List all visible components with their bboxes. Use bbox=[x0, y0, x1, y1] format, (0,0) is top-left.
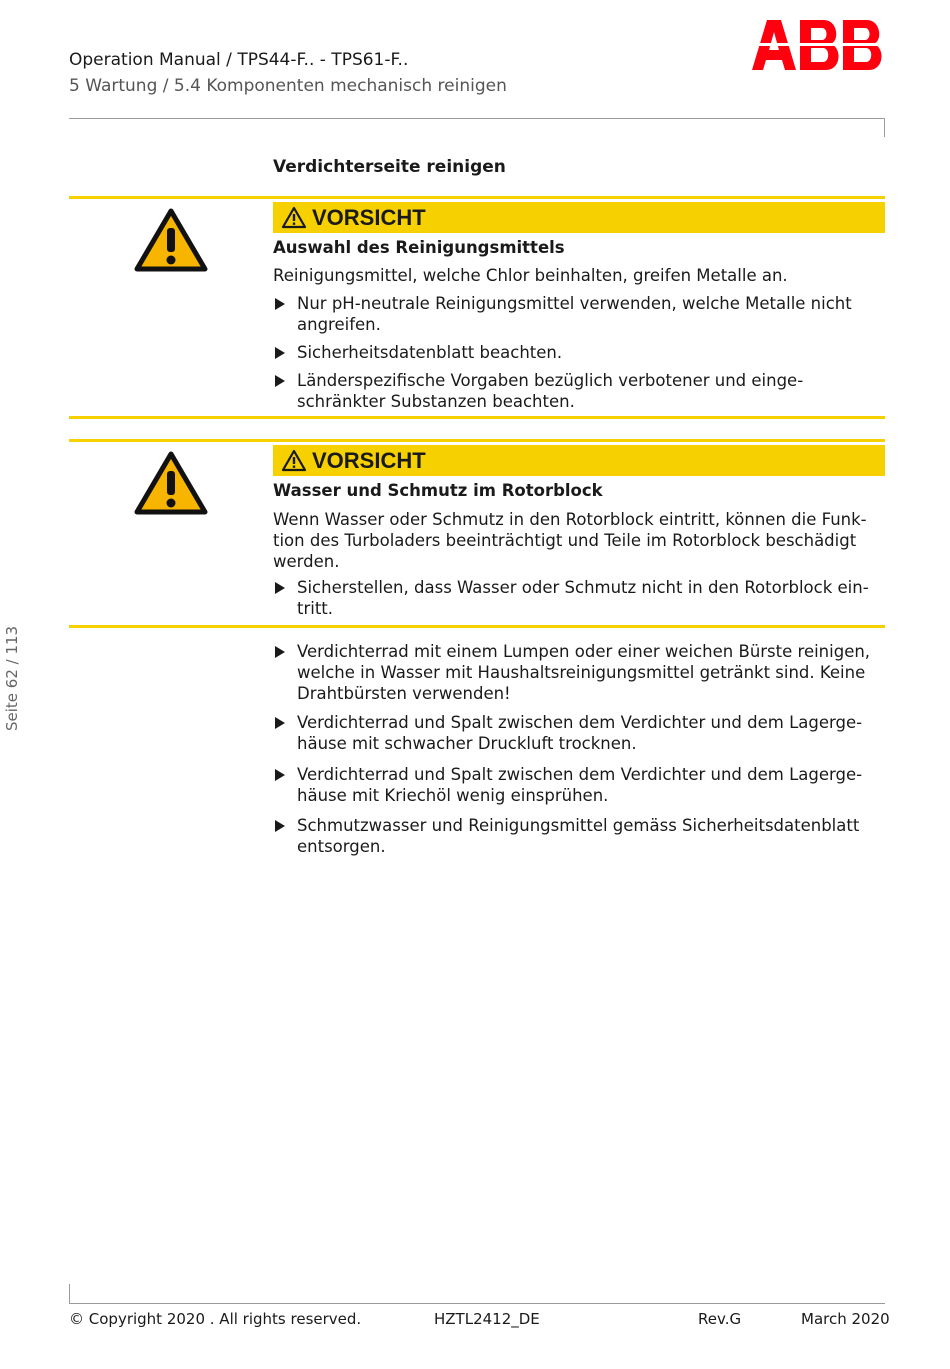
section-heading: Verdichterseite reinigen bbox=[273, 157, 506, 177]
footer-rule bbox=[69, 1303, 885, 1304]
header-rule-tick bbox=[884, 118, 885, 137]
bullet-arrow-icon bbox=[275, 582, 285, 594]
footer-revision: Rev.G bbox=[698, 1310, 742, 1328]
bullet-arrow-icon bbox=[275, 646, 285, 658]
bullet-arrow-icon bbox=[275, 298, 285, 310]
breadcrumb: 5 Wartung / 5.4 Komponenten mechanisch reinigen bbox=[69, 76, 507, 96]
warning-triangle-icon bbox=[134, 451, 208, 515]
page-number: Seite 62 / 113 bbox=[3, 625, 21, 731]
warning-triangle-icon bbox=[134, 208, 208, 272]
bullet-arrow-icon bbox=[275, 717, 285, 729]
warning1-text: Reinigungsmittel, welche Chlor beinhalten, greifen Metalle an. bbox=[273, 266, 788, 285]
warning2-top-rule bbox=[69, 439, 885, 442]
footer-rule-tick bbox=[69, 1284, 70, 1304]
bullet-arrow-icon bbox=[275, 769, 285, 781]
bullet-arrow-icon bbox=[275, 347, 285, 359]
warning2-header bbox=[273, 445, 885, 476]
header-rule bbox=[69, 118, 885, 119]
warning2-text: Wenn Wasser oder Schmutz in den Rotorblock eintritt, können die Funk- tion des Turboladers beeinträchtigt und Teile im Rotorblock beschädigt werden. bbox=[273, 510, 867, 571]
footer-doc-id: HZTL2412_DE bbox=[434, 1310, 540, 1328]
warning2-bottom-rule bbox=[69, 625, 885, 628]
warning2-signal-word: VORSICHT bbox=[312, 448, 426, 473]
bullet-arrow-icon bbox=[275, 375, 285, 387]
manual-title: Operation Manual / TPS44-F.. - TPS61-F.. bbox=[69, 50, 409, 70]
abb-logo bbox=[752, 18, 886, 72]
warning-triangle-icon bbox=[281, 206, 307, 229]
warning1-header bbox=[273, 202, 885, 233]
warning-triangle-icon bbox=[281, 449, 307, 472]
footer-copyright: © Copyright 2020 . All rights reserved. bbox=[69, 1310, 362, 1328]
warning1-top-rule bbox=[69, 196, 885, 199]
bullet-arrow-icon bbox=[275, 820, 285, 832]
footer-date: March 2020 bbox=[801, 1310, 890, 1328]
warning1-title: Auswahl des Reinigungsmittels bbox=[273, 238, 565, 257]
warning2-title: Wasser und Schmutz im Rotorblock bbox=[273, 481, 603, 500]
warning1-signal-word: VORSICHT bbox=[312, 205, 426, 230]
warning1-bottom-rule bbox=[69, 416, 885, 419]
